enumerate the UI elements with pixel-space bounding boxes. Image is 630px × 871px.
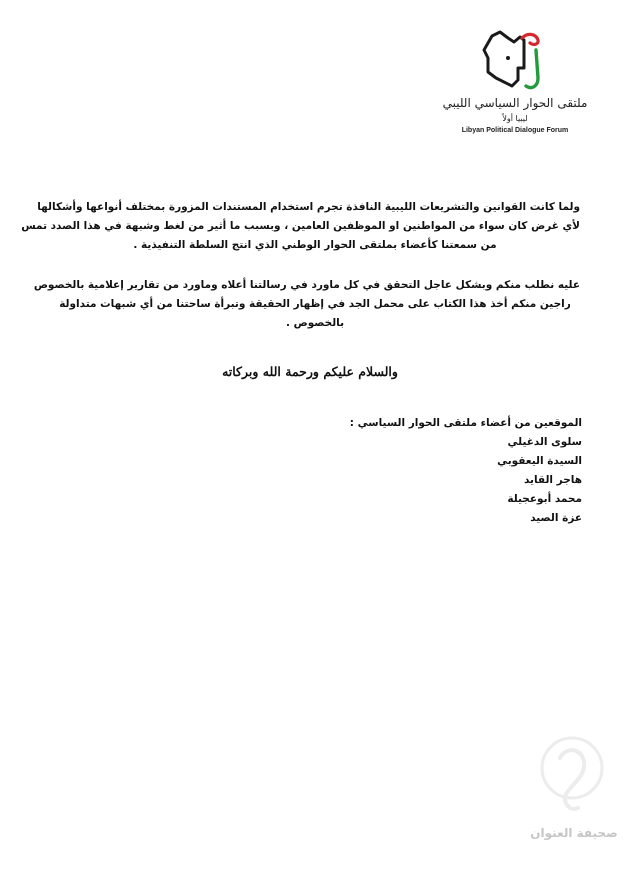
signatory-name: محمد أبوعجيلة (507, 493, 582, 505)
signatories-block (182, 414, 582, 528)
paragraph-line: عليه نطلب منكم وبشكل عاجل التحقق في كل ماورد في رسالتنا أعلاه وماورد من تقارير إعلامية بالخصوص (33, 279, 580, 291)
signatory-name: عزة الصيد (530, 512, 582, 524)
watermark-text: صحيفة العنوان (530, 826, 618, 840)
libya-map-logo-icon (478, 28, 550, 94)
forum-logo (440, 28, 590, 136)
closing-salutation: والسلام عليكم ورحمة الله وبركاته (222, 364, 398, 379)
logo-name-arabic: ملتقى الحوار السياسي الليبي (442, 96, 588, 110)
paragraph-request (33, 276, 580, 333)
paragraph-line: بالخصوص . (285, 317, 345, 329)
paragraph-line: لأي غرض كان سواء من المواطنين او الموظفين العامين ، وبسبب ما أثير من لغط وشبهة في هذا الصدد تمس (21, 220, 580, 232)
logo-name-english: Libyan Political Dialogue Forum (461, 127, 569, 134)
paragraph-line: من سمعتنا كأعضاء بملتقى الحوار الوطني الذي انتج السلطة التنفيذية . (133, 239, 497, 251)
signatory-name: السيدة اليعقوبي (497, 455, 582, 467)
signatories-heading: الموقعين من أعضاء ملتقى الحوار السياسي : (349, 417, 582, 429)
watermark-logo-icon (532, 728, 612, 838)
paragraph-legal-basis (21, 198, 580, 255)
paragraph-line: ولما كانت القوانين والتشريعات الليبية النافذة تجرم استخدام المستندات المزورة بمختلف أنواعها وأشكالها (37, 201, 580, 213)
signatory-name: سلوى الدغيلي (507, 436, 582, 448)
signatory-name: هاجر القايد (523, 474, 582, 486)
logo-slogan-arabic: ليبيا أولاً (502, 114, 528, 123)
paragraph-line: راجين منكم أخذ هذا الكتاب على محمل الجد في إظهار الحقيقة وتبرأة ساحتنا من أي شبهات متداولة (59, 298, 571, 310)
